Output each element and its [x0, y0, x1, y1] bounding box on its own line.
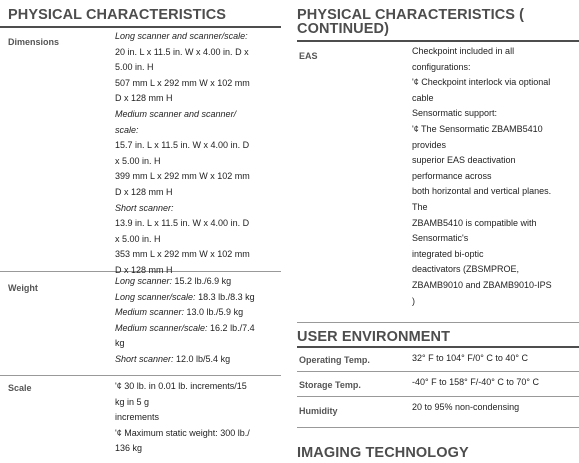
- spec-line: [115, 395, 250, 411]
- spec-line: [115, 45, 250, 61]
- spec-line-text: 399 mm L x 292 mm W x 102 mm: [115, 171, 250, 182]
- env-row-operating-temp: [297, 348, 579, 372]
- spec-line: [115, 426, 250, 442]
- env-value: 32° F to 104° F/0° C to 40° C: [412, 353, 528, 363]
- env-value: 20 to 95% non-condensing: [412, 402, 520, 412]
- spec-line: [115, 138, 250, 154]
- spec-line-text: scale:: [115, 124, 139, 135]
- spec-line: '¢ The Sensormatic ZBAMB5410: [412, 123, 543, 134]
- spec-line-text: 5.00 in. H: [115, 62, 154, 73]
- spec-line: [115, 76, 250, 92]
- spec-line-text: 13.9 in. L x 11.5 in. W x 4.00 in. D: [115, 218, 250, 229]
- spec-line: ZBAMB9010 and ZBAMB9010-IPS: [412, 279, 552, 290]
- spec-line-text: increments: [115, 412, 160, 423]
- spec-line-text: '¢ 30 lb. in 0.01 lb. increments/15: [115, 381, 247, 391]
- spec-line: [115, 305, 255, 321]
- spec-label: EAS: [299, 51, 318, 61]
- spec-line-text: 15.2 lb./6.9 kg: [172, 276, 232, 286]
- spec-line: [115, 169, 250, 185]
- spec-line: [115, 185, 250, 201]
- spec-line-em: Long scanner/scale:: [115, 291, 196, 302]
- env-row-humidity: [297, 397, 579, 428]
- spec-line: [115, 29, 250, 45]
- spec-line: '¢ Checkpoint interlock via optional: [412, 77, 551, 88]
- spec-line: Checkpoint included in all: [412, 46, 515, 56]
- spec-line: [115, 410, 250, 426]
- spec-value-weight: [115, 274, 255, 368]
- spec-line-text: Short scanner:: [115, 202, 174, 213]
- spec-row-scale: [0, 376, 281, 463]
- spec-line-text: kg in 5 g: [115, 396, 150, 407]
- spec-line-em: Medium scanner/scale:: [115, 322, 208, 333]
- env-label: Operating Temp.: [299, 355, 370, 365]
- spec-line: both horizontal and vertical planes.: [412, 186, 552, 197]
- spec-line-text: 353 mm L x 292 mm W x 102 mm: [115, 249, 250, 260]
- spec-line: [115, 379, 250, 395]
- spec-line: [115, 336, 255, 352]
- spec-line: [115, 441, 250, 457]
- spec-line-text: Long scanner and scanner/scale:: [115, 31, 248, 41]
- spec-value-dimensions: [115, 29, 250, 279]
- section-header-imaging-technology: IMAGING TECHNOLOGY: [297, 445, 469, 461]
- spec-line: integrated bi-optic: [412, 248, 484, 259]
- spec-line: [115, 290, 255, 306]
- spec-line: The: [412, 201, 428, 212]
- spec-row-eas: [297, 42, 579, 312]
- section-header-user-environment: USER ENVIRONMENT: [297, 329, 451, 345]
- spec-line-text: 12.0 lb/5.4 kg: [173, 353, 231, 364]
- spec-line: superior EAS deactivation: [412, 155, 516, 166]
- spec-line-text: D x 128 mm H: [115, 264, 173, 275]
- spec-line: performance across: [412, 170, 492, 181]
- spec-line-text: x 5.00 in. H: [115, 155, 161, 166]
- spec-value-eas: [412, 44, 552, 309]
- spec-line: ZBAMB5410 is compatible with: [412, 217, 537, 228]
- spec-label: Weight: [8, 283, 38, 293]
- spec-line-text: x 5.00 in. H: [115, 233, 161, 244]
- spec-line-text: kg: [115, 338, 125, 349]
- spec-line: [115, 201, 250, 217]
- env-label: Humidity: [299, 406, 338, 416]
- spec-line-text: 16.2 lb./7.4: [207, 322, 255, 333]
- spec-line: [115, 247, 250, 263]
- spec-line-em: Long scanner:: [115, 276, 173, 286]
- spec-line-text: 507 mm L x 292 mm W x 102 mm: [115, 77, 250, 88]
- spec-line: [115, 91, 250, 107]
- spec-row-dimensions: [0, 28, 281, 275]
- spec-line-text: 136 kg: [115, 443, 143, 454]
- spec-line: ): [412, 295, 415, 306]
- spec-label: Dimensions: [8, 37, 60, 47]
- section-header-physical-continued: PHYSICAL CHARACTERISTICS ( CONTINUED): [297, 7, 525, 37]
- spec-line: provides: [412, 139, 447, 150]
- spec-line: [115, 274, 255, 290]
- env-value: -40° F to 158° F/-40° C to 70° C: [412, 377, 539, 387]
- spec-line-em: Medium scanner:: [115, 307, 185, 318]
- spec-line-text: '¢ Maximum static weight: 300 lb./: [115, 427, 250, 438]
- spec-line-text: 15.7 in. L x 11.5 in. W x 4.00 in. D: [115, 140, 250, 151]
- spec-line: configurations:: [412, 61, 471, 72]
- spec-value-scale: [115, 379, 250, 457]
- spec-line-text: D x 128 mm H: [115, 186, 173, 197]
- env-label: Storage Temp.: [299, 380, 361, 390]
- spec-line: [115, 352, 255, 368]
- spec-line: deactivators (ZBSMPROE,: [412, 264, 520, 275]
- spec-row-weight: [0, 272, 281, 376]
- spec-line: Sensormatic support:: [412, 108, 498, 119]
- spec-line-text: Medium scanner and scanner/: [115, 108, 237, 119]
- spec-label: Scale: [8, 383, 32, 393]
- spec-line: Sensormatic's: [412, 233, 469, 244]
- section-header-physical: PHYSICAL CHARACTERISTICS: [8, 7, 227, 23]
- spec-line: [115, 321, 255, 337]
- spec-line: [115, 216, 250, 232]
- spec-line: [115, 60, 250, 76]
- spec-line-text: 13.0 lb./5.9 kg: [184, 307, 244, 318]
- spec-line: [115, 107, 250, 123]
- spec-line: [115, 123, 250, 139]
- spec-line-em: Short scanner:: [115, 353, 174, 364]
- spec-line: cable: [412, 92, 434, 103]
- divider: [297, 322, 579, 323]
- spec-line-text: 20 in. L x 11.5 in. W x 4.00 in. D x: [115, 46, 249, 57]
- spec-line: [115, 232, 250, 248]
- env-row-storage-temp: [297, 372, 579, 397]
- spec-line-text: D x 128 mm H: [115, 93, 173, 104]
- spec-line: [115, 154, 250, 170]
- spec-line-text: 18.3 lb./8.3 kg: [195, 291, 255, 302]
